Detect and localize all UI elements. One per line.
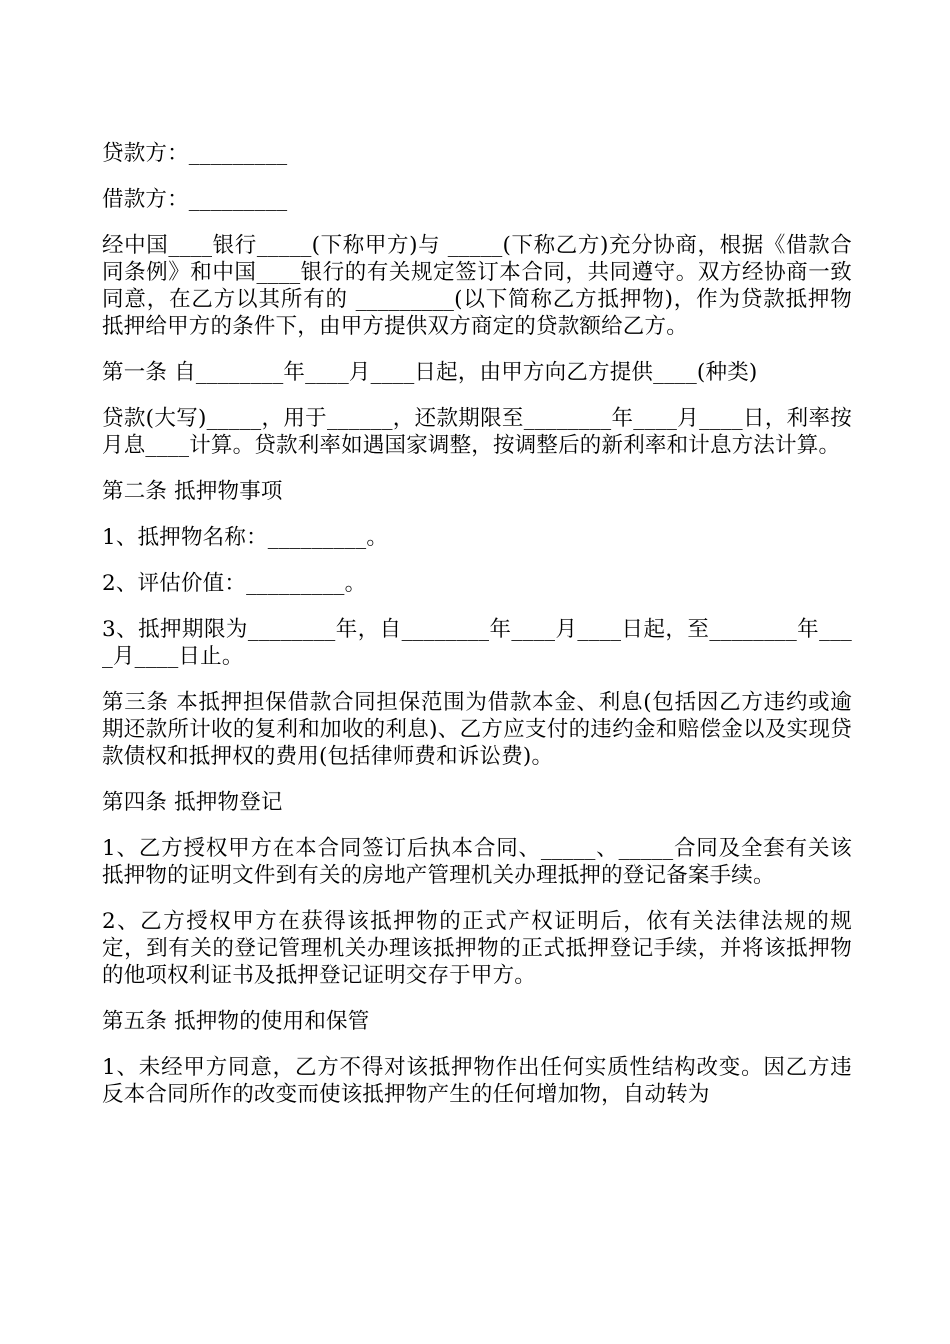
article-2-heading: 第二条 抵押物事项 xyxy=(102,479,283,504)
article-5-heading: 第五条 抵押物的使用和保管 xyxy=(102,1009,370,1034)
article-2-item-1: 1、抵押物名称：_________。 xyxy=(102,525,389,550)
article-5-item-1: 1、未经甲方同意，乙方不得对该抵押物作出任何实质性结构改变。因乙方违反本合同所作的改变而使该抵押物产生的任何增加物，自动转为 xyxy=(102,1055,852,1107)
article-4-item-1: 1、乙方授权甲方在本合同签订后执本合同、_____、_____合同及全套有关该抵押物的证明文件到有关的房地产管理机关办理抵押的登记备案手续。 xyxy=(102,836,852,888)
borrower-line: 借款方：_________ xyxy=(102,187,288,212)
article-3-paragraph: 第三条 本抵押担保借款合同担保范围为借款本金、利息(包括因乙方违约或逾期还款所计收的复利和加收的利息)、乙方应支付的违约金和赔偿金以及实现贷款债权和抵押权的费用(包括律师费和诉讼费)。 xyxy=(102,690,852,769)
article-2-item-3: 3、抵押期限为________年，自________年____月____日起，至________年____月____日止。 xyxy=(102,617,852,669)
preamble-paragraph: 经中国____银行_____(下称甲方)与 _____(下称乙方)充分协商，根据《借款合同条例》和中国____银行的有关规定签订本合同，共同遵守。双方经协商一致同意，在乙方以其所有的 _________(以下简称乙方抵押物)，作为贷款抵押物抵押给甲方的条件下，由甲方提供双方商定的贷款额给乙方。 xyxy=(102,233,852,339)
lender-line: 贷款方：_________ xyxy=(102,141,288,166)
article-4-heading: 第四条 抵押物登记 xyxy=(102,790,283,815)
contract-document xyxy=(102,140,852,1127)
article-2-item-2: 2、评估价值：_________。 xyxy=(102,571,367,596)
article-1-heading: 第一条 自________年____月____日起，由甲方向乙方提供____(种类) xyxy=(102,360,758,385)
article-4-item-2: 2、乙方授权甲方在获得该抵押物的正式产权证明后，依有关法律法规的规定，到有关的登记管理机关办理该抵押物的正式抵押登记手续，并将该抵押物的他项权利证书及抵押登记证明交存于甲方。 xyxy=(102,909,852,988)
article-1-loan-terms: 贷款(大写)_____，用于______，还款期限至________年____月____日，利率按月息____计算。贷款利率如遇国家调整，按调整后的新利率和计息方法计算。 xyxy=(102,406,852,458)
